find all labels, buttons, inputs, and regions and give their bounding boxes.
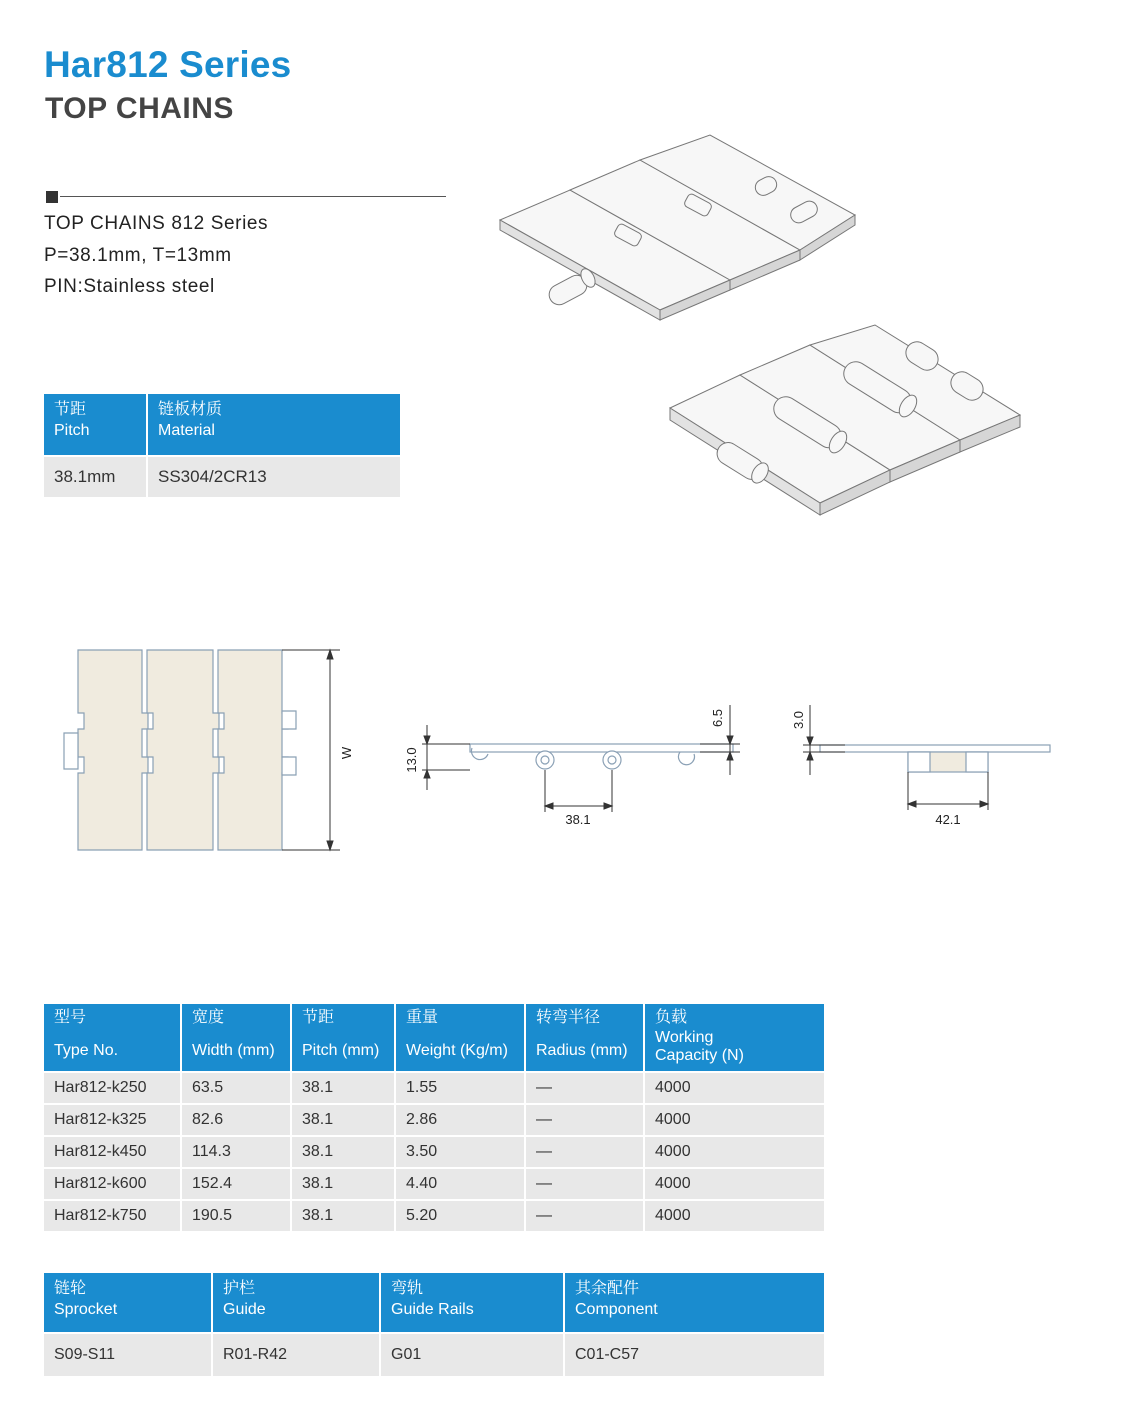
- cell-weight: 1.55: [395, 1072, 525, 1104]
- top-view-drawing: [50, 645, 370, 860]
- dim-thickness-label: 6.5: [710, 708, 725, 728]
- cell-radius: —: [525, 1200, 644, 1231]
- cell-type-no: Har812-k600: [44, 1168, 181, 1200]
- type-specification-table: [44, 1004, 824, 1231]
- cell-width: 82.6: [181, 1104, 291, 1136]
- cell-type-no: Har812-k450: [44, 1136, 181, 1168]
- table-row: [44, 1136, 824, 1168]
- cell-radius: —: [525, 1136, 644, 1168]
- cell-weight: 5.20: [395, 1200, 525, 1231]
- spec-series: TOP CHAINS 812 Series: [44, 213, 269, 234]
- page-title: Har812 Series: [44, 44, 292, 85]
- cell-capacity: 4000: [644, 1072, 824, 1104]
- end-view-drawing: [785, 700, 1065, 840]
- dim-pitch-label: 38.1: [565, 812, 591, 827]
- cell-guide-rails: G01: [380, 1333, 564, 1376]
- dim-height-label: 13.0: [404, 747, 419, 773]
- header-pitch: 节距 Pitch: [44, 394, 147, 456]
- header-material: 链板材质 Material: [147, 394, 400, 456]
- table-row: [44, 456, 400, 497]
- table-row: [44, 1333, 824, 1376]
- section-divider: [60, 196, 446, 197]
- chain-isometric-illustration-top: [490, 130, 870, 350]
- cell-type-no: Har812-k250: [44, 1072, 181, 1104]
- cell-pitch: 38.1: [291, 1104, 395, 1136]
- dim-end-thickness-label: 3.0: [791, 710, 806, 730]
- header-weight: 重量 Weight (Kg/m): [395, 1004, 525, 1072]
- cell-width: 114.3: [181, 1136, 291, 1168]
- cell-capacity: 4000: [644, 1168, 824, 1200]
- cell-radius: —: [525, 1072, 644, 1104]
- pitch-material-table: [44, 394, 400, 497]
- cell-weight: 4.40: [395, 1168, 525, 1200]
- header-width: 宽度 Width (mm): [181, 1004, 291, 1072]
- header-guide-rails: 弯轨 Guide Rails: [380, 1273, 564, 1333]
- cell-weight: 3.50: [395, 1136, 525, 1168]
- cell-pitch: 38.1: [291, 1200, 395, 1231]
- section-marker: [46, 191, 58, 203]
- table-row: [44, 1168, 824, 1200]
- cell-pitch: 38.1: [291, 1072, 395, 1104]
- cell-sprocket: S09-S11: [44, 1333, 212, 1376]
- cell-type-no: Har812-k325: [44, 1104, 181, 1136]
- cell-capacity: 4000: [644, 1104, 824, 1136]
- cell-width: 190.5: [181, 1200, 291, 1231]
- header-type-no: 型号 Type No.: [44, 1004, 181, 1072]
- dim-width-label: W: [339, 746, 354, 760]
- header-sprocket: 链轮 Sprocket: [44, 1273, 212, 1333]
- spec-pitch-thickness: P=38.1mm, T=13mm: [44, 245, 232, 266]
- cell-type-no: Har812-k750: [44, 1200, 181, 1231]
- spec-pin-material: PIN:Stainless steel: [44, 276, 215, 297]
- cell-radius: —: [525, 1168, 644, 1200]
- cell-material: SS304/2CR13: [147, 456, 400, 497]
- cell-radius: —: [525, 1104, 644, 1136]
- header-working-capacity: 负载 Working Capacity (N): [644, 1004, 824, 1072]
- cell-capacity: 4000: [644, 1200, 824, 1231]
- header-component: 其余配件 Component: [564, 1273, 824, 1333]
- table-row: [44, 1104, 824, 1136]
- cell-pitch: 38.1mm: [44, 456, 147, 497]
- cell-guide: R01-R42: [212, 1333, 380, 1376]
- cell-capacity: 4000: [644, 1136, 824, 1168]
- chain-isometric-illustration-bottom: [660, 320, 1030, 535]
- cell-width: 152.4: [181, 1168, 291, 1200]
- cell-pitch: 38.1: [291, 1136, 395, 1168]
- header-radius: 转弯半径 Radius (mm): [525, 1004, 644, 1072]
- page-subtitle: TOP CHAINS: [45, 92, 234, 125]
- cell-width: 63.5: [181, 1072, 291, 1104]
- table-row: [44, 1200, 824, 1231]
- cell-weight: 2.86: [395, 1104, 525, 1136]
- cell-component: C01-C57: [564, 1333, 824, 1376]
- dim-end-width-label: 42.1: [935, 812, 961, 827]
- header-guide: 护栏 Guide: [212, 1273, 380, 1333]
- accessories-table: [44, 1273, 824, 1376]
- cell-pitch: 38.1: [291, 1168, 395, 1200]
- table-row: [44, 1072, 824, 1104]
- side-view-drawing: [400, 700, 750, 840]
- header-pitch-mm: 节距 Pitch (mm): [291, 1004, 395, 1072]
